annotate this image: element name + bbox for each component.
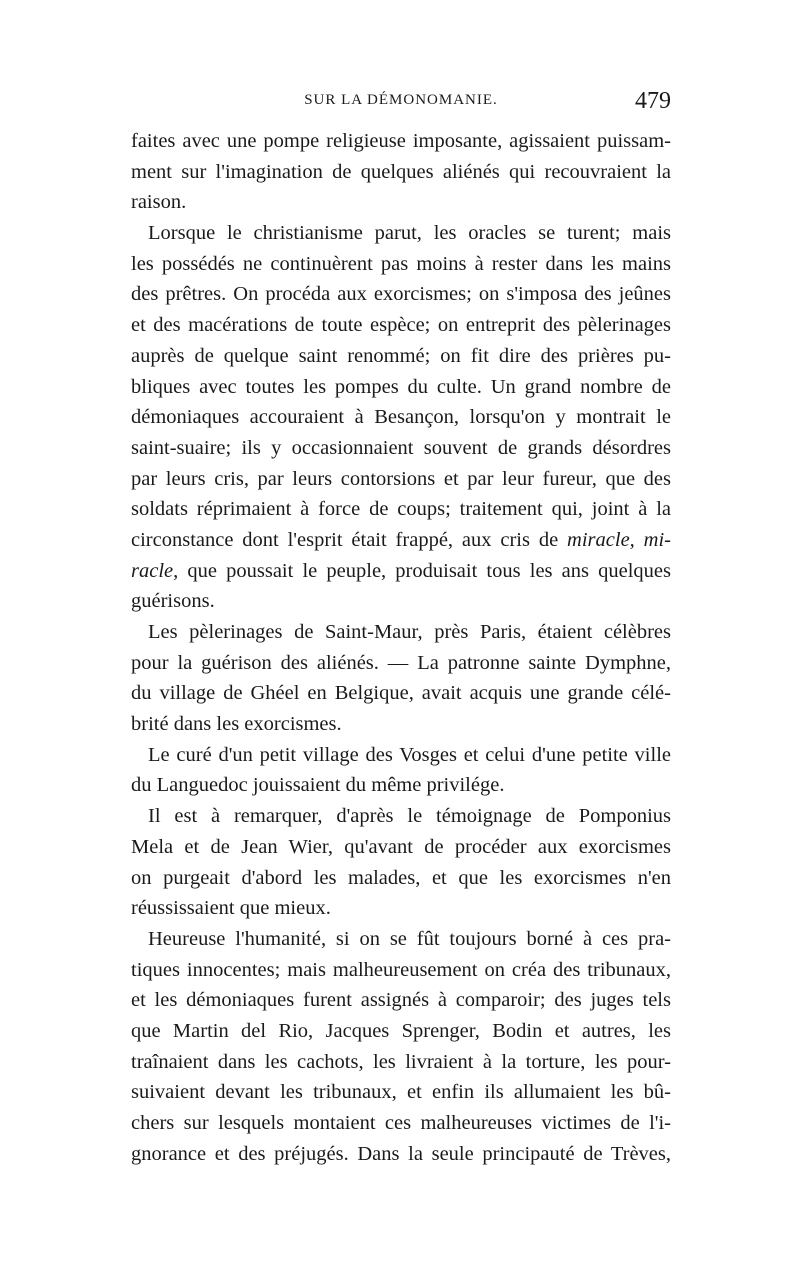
text-line: suivaient devant les tribunaux, et enfin ils allumaient les bû- <box>131 1081 671 1104</box>
text-line: bliques avec toutes les pompes du culte. Un grand nombre de <box>131 375 671 398</box>
paragraph-5 <box>131 801 671 924</box>
text-line: Lorsque le christianisme parut, les oracles se turent; mais <box>148 222 671 245</box>
text-line: pour la guérison des aliénés. — La patronne sainte Dymphne, <box>131 651 671 674</box>
text-line: les possédés ne continuèrent pas moins à rester dans les mains <box>131 252 671 275</box>
paragraph-4 <box>131 740 671 801</box>
text-line: on purgeait d'abord les malades, et que les exorcismes n'en <box>131 866 671 889</box>
text-line: raison. <box>131 191 187 214</box>
text-line: et les démoniaques furent assignés à comparoir; des juges tels <box>131 989 671 1012</box>
paragraph-3 <box>131 617 671 740</box>
running-title: SUR LA DÉMONOMANIE. <box>304 92 498 108</box>
text-line: par leurs cris, par leurs contorsions et par leur fureur, que des <box>131 467 671 490</box>
text-line: démoniaques accouraient à Besançon, lorsqu'on y montrait le <box>131 406 671 429</box>
text-line: du Languedoc jouissaient du même privilége. <box>131 774 505 797</box>
text-line: faites avec une pompe religieuse imposante, agissaient puissam- <box>131 130 671 152</box>
running-head <box>131 88 671 118</box>
text-line: réussissaient que mieux. <box>131 897 331 920</box>
paragraph-1 <box>131 126 671 218</box>
text-line: traînaient dans les cachots, les livraient à la torture, les pour- <box>131 1050 671 1073</box>
italic-text: miracle, mi- <box>567 528 671 551</box>
paragraph-6 <box>131 924 671 1170</box>
page-number: 479 <box>635 88 671 114</box>
text-line <box>131 556 671 587</box>
text-line: saint-suaire; ils y occasionnaient souvent de grands désordres <box>131 436 671 459</box>
text-segment: , que poussait le peuple, produisait tous les ans quelques <box>173 559 671 582</box>
text-line: tiques innocentes; mais malheureusement on créa des tribunaux, <box>131 958 671 981</box>
paragraph-2 <box>131 218 671 617</box>
text-line: des prêtres. On procéda aux exorcismes; on s'imposa des jeûnes <box>131 283 671 306</box>
text-line: soldats réprimaient à force de coups; traitement qui, joint à la <box>131 498 671 521</box>
text-line: que Martin del Rio, Jacques Sprenger, Bodin et autres, les <box>131 1019 671 1042</box>
italic-text: racle <box>131 559 174 582</box>
text-line: Le curé d'un petit village des Vosges et celui d'une petite ville <box>148 743 671 766</box>
text-segment: circonstance dont l'esprit était frappé, aux cris de <box>131 528 568 551</box>
text-line: du village de Ghéel en Belgique, avait acquis une grande célé- <box>131 682 671 705</box>
text-line: chers sur lesquels montaient ces malheureuses victimes de l'i- <box>131 1112 671 1134</box>
text-line <box>131 525 671 556</box>
text-line: et des macérations de toute espèce; on entreprit des pèlerinages <box>131 314 671 337</box>
text-line: guérisons. <box>131 590 215 613</box>
text-line: Les pèlerinages de Saint-Maur, près Paris, étaient célèbres <box>148 621 671 643</box>
text-line: ment sur l'imagination de quelques aliénés qui recouvraient la <box>131 160 671 183</box>
text-body <box>131 126 671 1169</box>
text-line: Mela et de Jean Wier, qu'avant de procéder aux exorcismes <box>131 835 671 858</box>
text-line: Heureuse l'humanité, si on se fût toujours borné à ces pra- <box>148 927 671 950</box>
text-line: gnorance et des préjugés. Dans la seule principauté de Trèves, <box>131 1142 671 1165</box>
text-line: auprès de quelque saint renommé; on fit dire des prières pu- <box>131 344 671 367</box>
text-line: brité dans les exorcismes. <box>131 713 342 736</box>
text-line: Il est à remarquer, d'après le témoignage de Pomponius <box>148 805 671 828</box>
